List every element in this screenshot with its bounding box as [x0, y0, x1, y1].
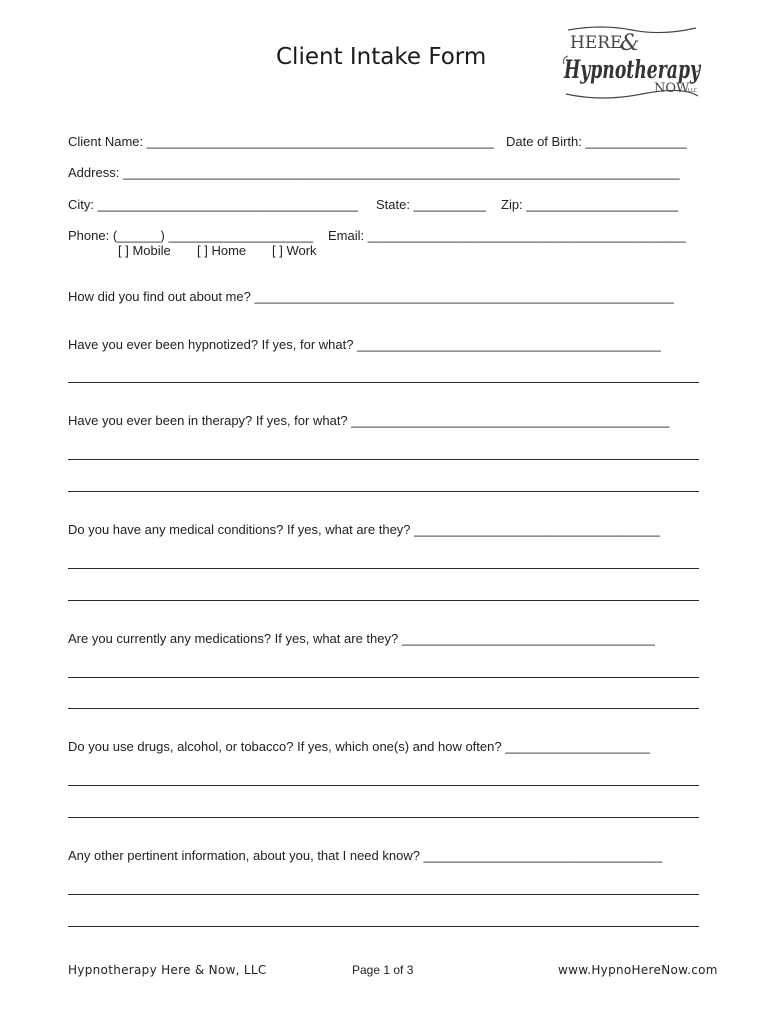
therapy-field[interactable] [68, 413, 669, 429]
zip-line[interactable]: _____________________ [526, 197, 679, 212]
state-field[interactable] [376, 197, 486, 213]
therapy-question: Have you ever been in therapy? If yes, for what? [68, 413, 348, 428]
footer-page-number: Page 1 of 3 [352, 963, 414, 977]
phone-home-checkbox[interactable]: [ ] Home [197, 243, 247, 258]
phone-mobile-checkbox[interactable]: [ ] Mobile [118, 243, 171, 258]
logo-hypnotherapy: Hypnotherapy [563, 55, 702, 84]
client-name-line[interactable]: ________________________________________________ [146, 134, 494, 149]
medical-answer-line-1[interactable] [68, 568, 699, 569]
zip-field[interactable] [501, 197, 678, 213]
drugs-answer-line-1[interactable] [68, 785, 699, 786]
medications-answer-line-2[interactable] [68, 708, 699, 709]
medications-question: Are you currently any medications? If yes, what are they? [68, 631, 399, 646]
state-label: State: [376, 197, 410, 212]
therapy-answer-line-2[interactable] [68, 491, 699, 492]
other-info-question: Any other pertinent information, about you, that I need know? [68, 848, 420, 863]
therapy-answer-line-1[interactable] [68, 459, 699, 460]
medical-field[interactable] [68, 522, 660, 538]
client-name-field[interactable] [68, 134, 494, 150]
email-label: Email: [328, 228, 365, 243]
hypnotized-question: Have you ever been hypnotized? If yes, for what? [68, 337, 354, 352]
logo-amp: & [620, 31, 640, 56]
other-info-answer-line-2[interactable] [68, 926, 699, 927]
other-info-answer-line-1[interactable] [68, 894, 699, 895]
dob-label: Date of Birth: [506, 134, 582, 149]
zip-label: Zip: [501, 197, 523, 212]
phone-work-checkbox[interactable]: [ ] Work [272, 243, 317, 258]
address-field[interactable] [68, 165, 680, 181]
city-line[interactable]: ____________________________________ [97, 197, 358, 212]
address-label: Address: [68, 165, 120, 180]
hypnotized-line[interactable]: __________________________________________ [357, 337, 661, 352]
page-title: Client Intake Form [276, 44, 487, 70]
therapy-line[interactable]: ____________________________________________ [351, 413, 670, 428]
drugs-field[interactable] [68, 739, 650, 755]
medical-question: Do you have any medical conditions? If yes, what are they? [68, 522, 411, 537]
email-field[interactable] [328, 228, 686, 244]
dob-line[interactable]: ______________ [585, 134, 687, 149]
hypnotized-field[interactable] [68, 337, 661, 353]
phone-field[interactable]: Phone: (______) ____________________ [68, 228, 314, 243]
logo-now: NOW [654, 81, 690, 96]
email-line[interactable]: ____________________________________________ [367, 228, 686, 243]
hypnotherapy-here-now-logo [562, 24, 702, 102]
logo-llc: LLC [688, 88, 698, 94]
medications-line[interactable]: ___________________________________ [401, 631, 655, 646]
drugs-line[interactable]: ____________________ [505, 739, 650, 754]
other-info-line[interactable]: _________________________________ [423, 848, 663, 863]
medical-line[interactable]: __________________________________ [414, 522, 660, 537]
other-info-field[interactable] [68, 848, 662, 864]
logo-here: HERE [570, 33, 623, 53]
medical-answer-line-2[interactable] [68, 600, 699, 601]
address-line[interactable]: _____________________________________________________________________________ [122, 165, 680, 180]
medications-field[interactable] [68, 631, 655, 647]
find-out-question: How did you find out about me? [68, 289, 251, 304]
drugs-answer-line-2[interactable] [68, 817, 699, 818]
city-label: City: [68, 197, 94, 212]
medications-answer-line-1[interactable] [68, 677, 699, 678]
city-field[interactable] [68, 197, 358, 213]
hypnotized-answer-line[interactable] [68, 382, 699, 383]
footer-company: Hypnotherapy Here & Now, LLC [68, 963, 267, 977]
drugs-question: Do you use drugs, alcohol, or tobacco? If yes, which one(s) and how often? [68, 739, 502, 754]
find-out-field[interactable] [68, 289, 674, 305]
footer-website[interactable]: www.HypnoHereNow.com [558, 963, 718, 977]
find-out-line[interactable]: __________________________________________________________ [254, 289, 674, 304]
dob-field[interactable] [506, 134, 687, 150]
state-line[interactable]: __________ [413, 197, 486, 212]
client-name-label: Client Name: [68, 134, 144, 149]
